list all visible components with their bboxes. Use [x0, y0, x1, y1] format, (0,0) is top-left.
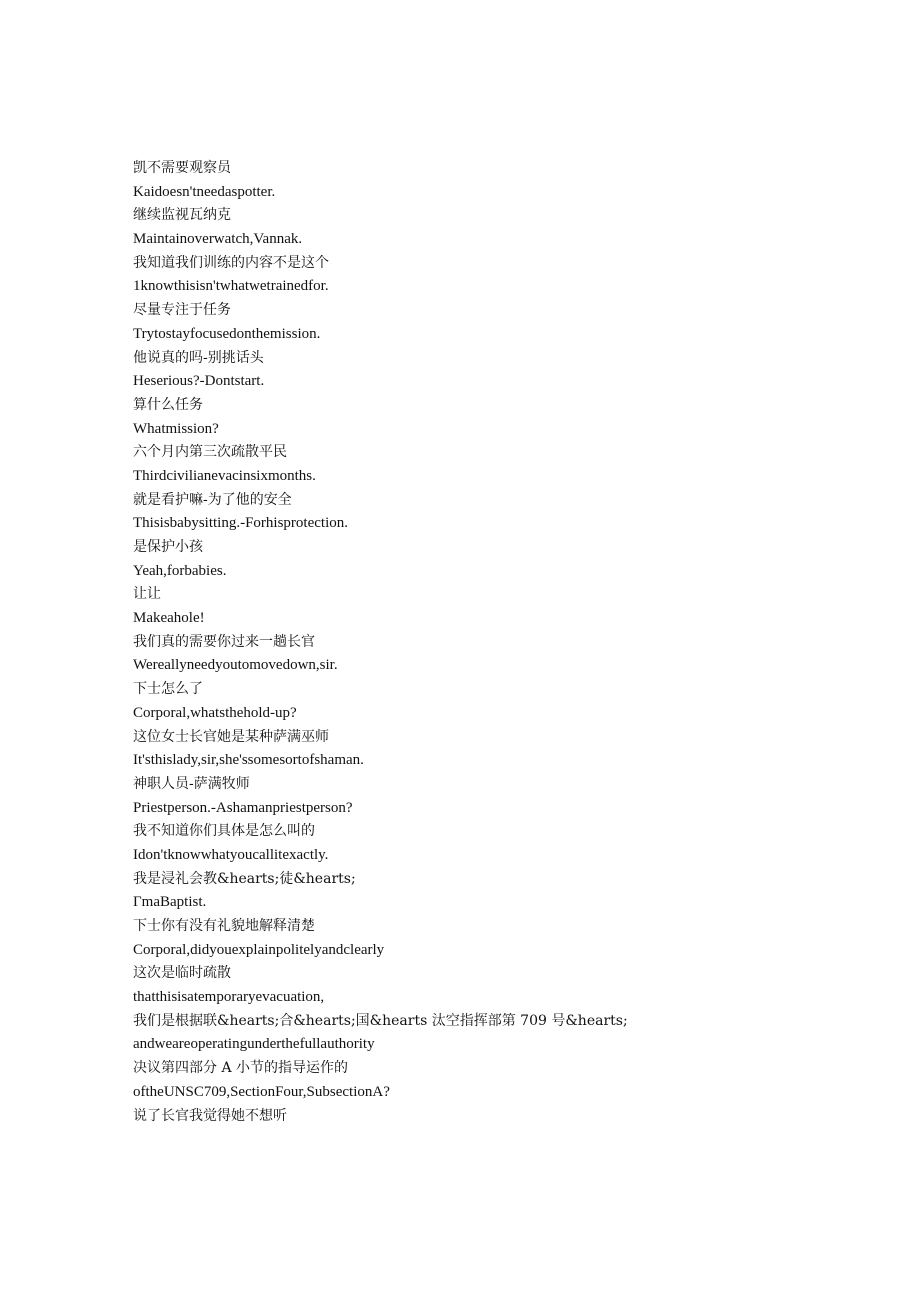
english-subtitle-line: oftheUNSC709,SectionFour,SubsectionA? — [133, 1083, 390, 1100]
chinese-subtitle-line: 这位女士长官她是某种萨满巫师 — [133, 728, 329, 745]
chinese-subtitle-line: 决议第四部分 A 小节的指导运作的 — [133, 1060, 349, 1077]
chinese-subtitle-line: 神职人员-萨满牧师 — [133, 775, 250, 792]
chinese-subtitle-line: 下士你有没有礼貌地解释清楚 — [133, 918, 315, 934]
english-subtitle-line: Corporal,whatsthehold-up? — [133, 704, 297, 721]
english-subtitle-line: Heserious?-Dontstart. — [133, 373, 265, 390]
english-subtitle-line: Idon'tknowwhatyoucallitexactly. — [133, 846, 329, 863]
subtitle-text-block — [133, 157, 833, 1128]
english-subtitle-line: Thirdcivilianevacinsixmonths. — [133, 467, 316, 484]
chinese-subtitle-line: 下士怎么了 — [133, 681, 203, 698]
english-subtitle-line: Priestperson.-Ashamanpriestperson? — [133, 799, 353, 816]
chinese-subtitle-line: 他说真的吗-别挑话头 — [133, 349, 264, 366]
chinese-subtitle-line: 我们是根据联&hearts;合&hearts;国&hearts 汰空指挥部第 709 号&hearts; — [133, 1012, 628, 1029]
english-subtitle-line: ΓmaBaptist. — [133, 894, 207, 911]
chinese-subtitle-line: 这次是临时疏散 — [133, 965, 231, 982]
chinese-subtitle-line: 继续监视瓦纳克 — [133, 207, 231, 224]
chinese-subtitle-line: 是保护小孩 — [133, 539, 203, 555]
english-subtitle-line: Corporal,didyouexplainpolitelyandclearly — [133, 941, 385, 958]
chinese-subtitle-line: 说了长官我觉得她不想听 — [133, 1107, 287, 1124]
english-subtitle-line: Kaidoesn'tneedaspotter. — [133, 183, 276, 200]
chinese-subtitle-line: 我是浸礼会教&hearts;徒&hearts; — [133, 870, 356, 887]
english-subtitle-line: Yeah,forbabies. — [133, 562, 227, 579]
english-subtitle-line: Makeahole! — [133, 610, 205, 627]
english-subtitle-line: thatthisisatemporaryevacuation, — [133, 989, 325, 1006]
chinese-subtitle-line: 我不知道你们具体是怎么叫的 — [133, 823, 315, 840]
chinese-subtitle-line: 凯不需要观察员 — [133, 160, 231, 176]
chinese-subtitle-line: 让让 — [133, 586, 161, 603]
english-subtitle-line: Trytostayfocusedonthemission. — [133, 325, 321, 342]
english-subtitle-line: Thisisbabysitting.-Forhisprotection. — [133, 515, 348, 532]
english-subtitle-line: Whatmission? — [133, 420, 219, 437]
english-subtitle-line: Maintainoverwatch,Vannak. — [133, 231, 303, 248]
english-subtitle-line: 1knowthisisn'twhatwetrainedfor. — [133, 278, 329, 295]
chinese-subtitle-line: 我们真的需要你过来一趟长官 — [133, 633, 315, 650]
chinese-subtitle-line: 六个月内第三次疏散平民 — [133, 444, 287, 461]
chinese-subtitle-line: 尽量专注于任务 — [133, 302, 231, 319]
english-subtitle-line: Wereallyneedyoutomovedown,sir. — [133, 657, 338, 674]
chinese-subtitle-line: 算什么任务 — [133, 396, 203, 413]
chinese-subtitle-line: 就是看护嘛-为了他的安全 — [133, 491, 292, 508]
chinese-subtitle-line: 我知道我们训练的内容不是这个 — [133, 254, 329, 271]
english-subtitle-line: andweareoperatingunderthefullauthority — [133, 1036, 375, 1053]
english-subtitle-line: It'sthislady,sir,she'ssomesortofshaman. — [133, 752, 364, 769]
